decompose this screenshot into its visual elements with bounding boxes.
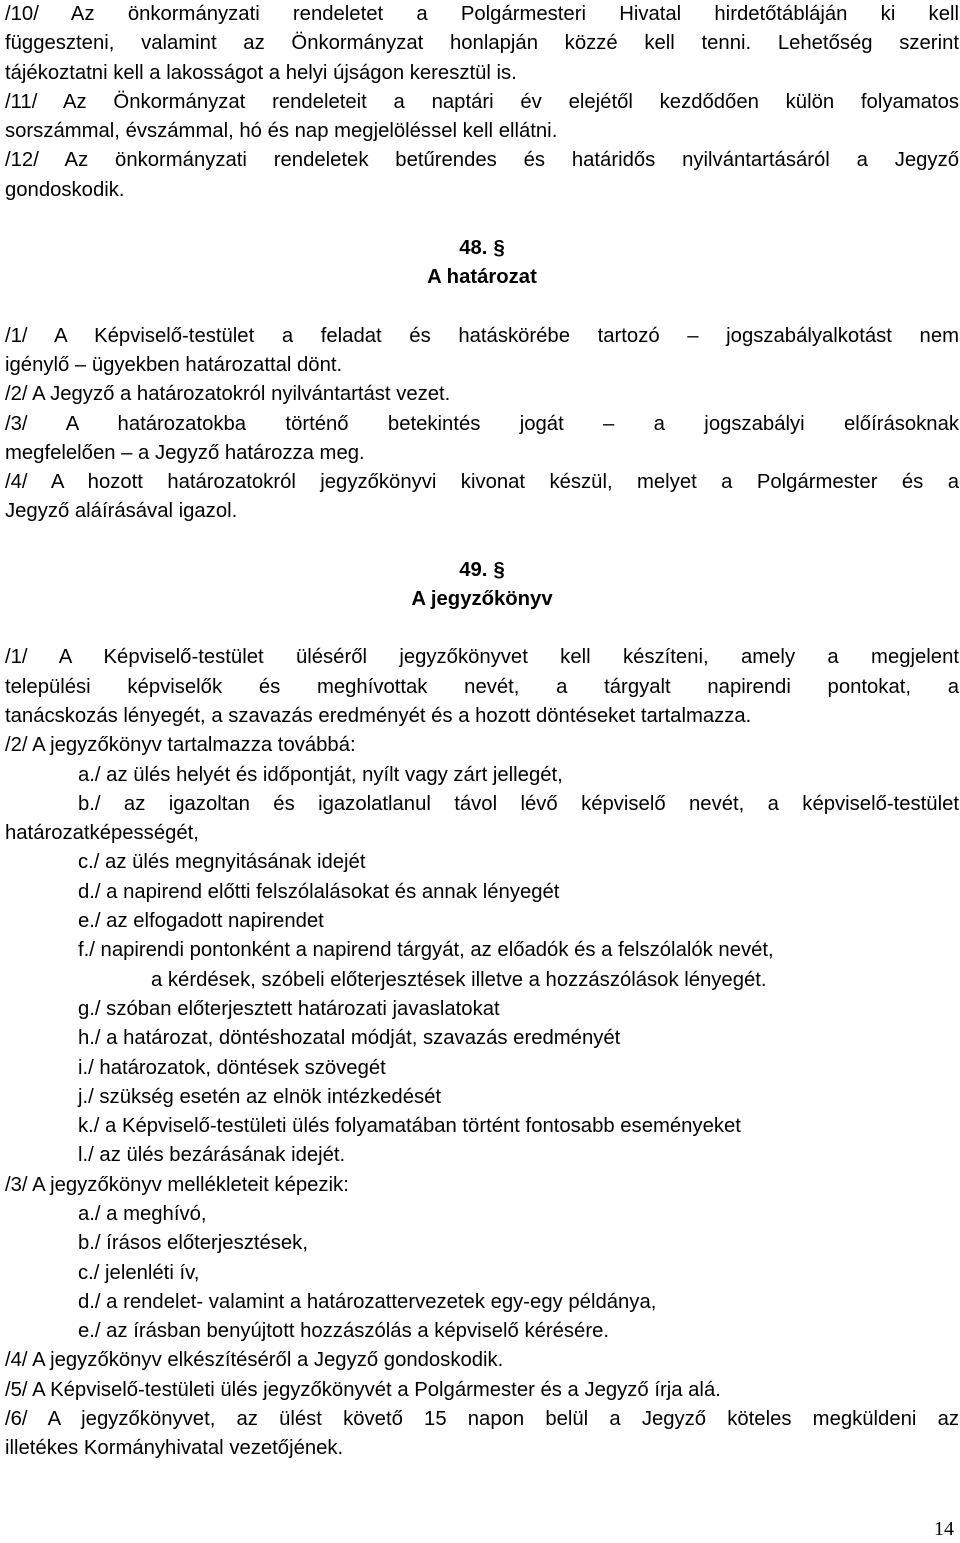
s48-p4-line-2: Jegyző aláírásával igazol. [5,500,238,523]
list-item: b./ írásos előterjesztések, [78,1232,308,1255]
list-item: g./ szóban előterjesztett határozati javaslatokat [78,997,500,1020]
section-49-title: A jegyzőkönyv [411,588,553,611]
list-item: e./ az írásban benyújtott hozzászólás a képviselő kérésére. [78,1320,609,1343]
s49-paragraph-1 [5,643,959,731]
s48-paragraph-4 [5,468,959,527]
s49-p6-line-1: /6/ A jegyzőkönyvet, az ülést követő 15 napon belül a Jegyző köteles megküldeni az [5,1408,959,1431]
list-item: b./ az igazoltan és igazolatlanul távol lévő képviselő nevét, a képviselő-testület [78,792,959,815]
p11-line-2: sorszámmal, évszámmal, hó és nap megjelöléssel kell ellátni. [5,120,558,143]
s48-paragraph-1 [5,322,959,381]
page-number: 14 [934,1518,954,1540]
p12-line-2: gondoskodik. [5,178,125,201]
s48-p3-line-1: /3/ A határozatokba történő betekintés jogát – a jogszabályi előírásoknak [5,412,959,435]
p11-line-1: /11/ Az Önkormányzat rendeleteit a naptári év elejétől kezdődően külön folyamatos [5,90,959,113]
s48-p3-line-2: megfelelően – a Jegyző határozza meg. [5,441,365,464]
list-item: j./ szükség esetén az elnök intézkedését [78,1085,442,1108]
s49-list-2 [5,761,959,1171]
s48-p1-line-1: /1/ A Képviselő-testület a feladat és hatáskörébe tartozó – jogszabályalkotást nem [5,324,959,347]
list-item: d./ a napirend előtti felszólalásokat és annak lényegét [78,880,560,903]
list-item: h./ a határozat, döntéshozatal módját, szavazás eredményét [78,1027,621,1050]
s49-p1-line-2: települési képviselők és meghívottak nevét, a tárgyalt napirendi pontokat, a [5,675,959,698]
list-item: l./ az ülés bezárásának idejét. [78,1144,346,1167]
paragraph-12 [5,146,959,205]
s48-paragraph-2: /2/ A Jegyző a határozatokról nyilvántartást vezet. [5,383,451,406]
paragraph-10 [5,0,959,88]
section-49-number [5,556,959,585]
list-item: d./ a rendelet- valamint a határozattervezetek egy-egy példánya, [78,1290,657,1313]
s48-paragraph-3 [5,410,959,469]
section-48-number [5,234,959,263]
s48-p1-line-2: igénylő – ügyekben határozattal dönt. [5,353,343,376]
list-item-continuation: a kérdések, szóbeli előterjesztések illetve a hozzászólások lényegét. [151,968,767,991]
p10-line-3: tájékoztatni kell a lakosságot a helyi újságon keresztül is. [5,61,517,84]
list-item: c./ az ülés megnyitásának idejét [78,851,366,874]
list-item: k./ a Képviselő-testületi ülés folyamatában történt fontosabb eseményeket [78,1115,741,1138]
p10-line-2: függeszteni, valamint az Önkormányzat honlapján közzé kell tenni. Lehetőség szerint [5,32,959,55]
s49-list-3 [5,1200,959,1346]
s49-paragraph-3-intro: /3/ A jegyzőkönyv mellékleteit képezik: [5,1173,349,1196]
s49-p1-line-3: tanácskozás lényegét, a szavazás eredményét és a hozott döntéseket tartalmazza. [5,704,752,727]
s49-paragraph-5: /5/ A Képviselő-testületi ülés jegyzőkönyvét a Polgármester és a Jegyző írja alá. [5,1378,721,1401]
list-item: e./ az elfogadott napirendet [78,910,324,933]
section-49-number-text: 49. [459,558,488,581]
section-48-number-text: 48. [459,237,488,260]
section-48-title: A határozat [427,266,537,289]
s49-paragraph-4: /4/ A jegyzőkönyv elkészítéséről a Jegyző gondoskodik. [5,1349,504,1372]
list-item: a./ a meghívó, [78,1202,207,1225]
s49-paragraph-6 [5,1405,959,1464]
p12-line-1: /12/ Az önkormányzati rendeletek betűrendes és határidős nyilvántartásáról a Jegyző [5,149,959,172]
section-sign-icon: § [493,558,505,581]
list-item: c./ jelenléti ív, [78,1261,200,1284]
s49-paragraph-2-intro: /2/ A jegyzőkönyv tartalmazza továbbá: [5,734,356,757]
s49-p1-line-1: /1/ A Képviselő-testület üléséről jegyzőkönyvet kell készíteni, amely a megjelent [5,646,959,669]
s49-p6-line-2: illetékes Kormányhivatal vezetőjének. [5,1437,344,1460]
list-item-continuation: határozatképességét, [5,822,199,845]
paragraph-11 [5,88,959,147]
list-item: f./ napirendi pontonként a napirend tárgyát, az előadók és a felszólalók nevét, [78,939,774,962]
s48-p4-line-1: /4/ A hozott határozatokról jegyzőkönyvi kivonat készül, melyet a Polgármester és a [5,471,959,494]
document-page [5,0,959,1464]
list-item: i./ határozatok, döntések szövegét [78,1056,386,1079]
list-item: a./ az ülés helyét és időpontját, nyílt vagy zárt jellegét, [78,763,563,786]
section-sign-icon: § [493,237,505,260]
p10-line-1: /10/ Az önkormányzati rendeletet a Polgármesteri Hivatal hirdetőtábláján ki kell [5,3,959,25]
